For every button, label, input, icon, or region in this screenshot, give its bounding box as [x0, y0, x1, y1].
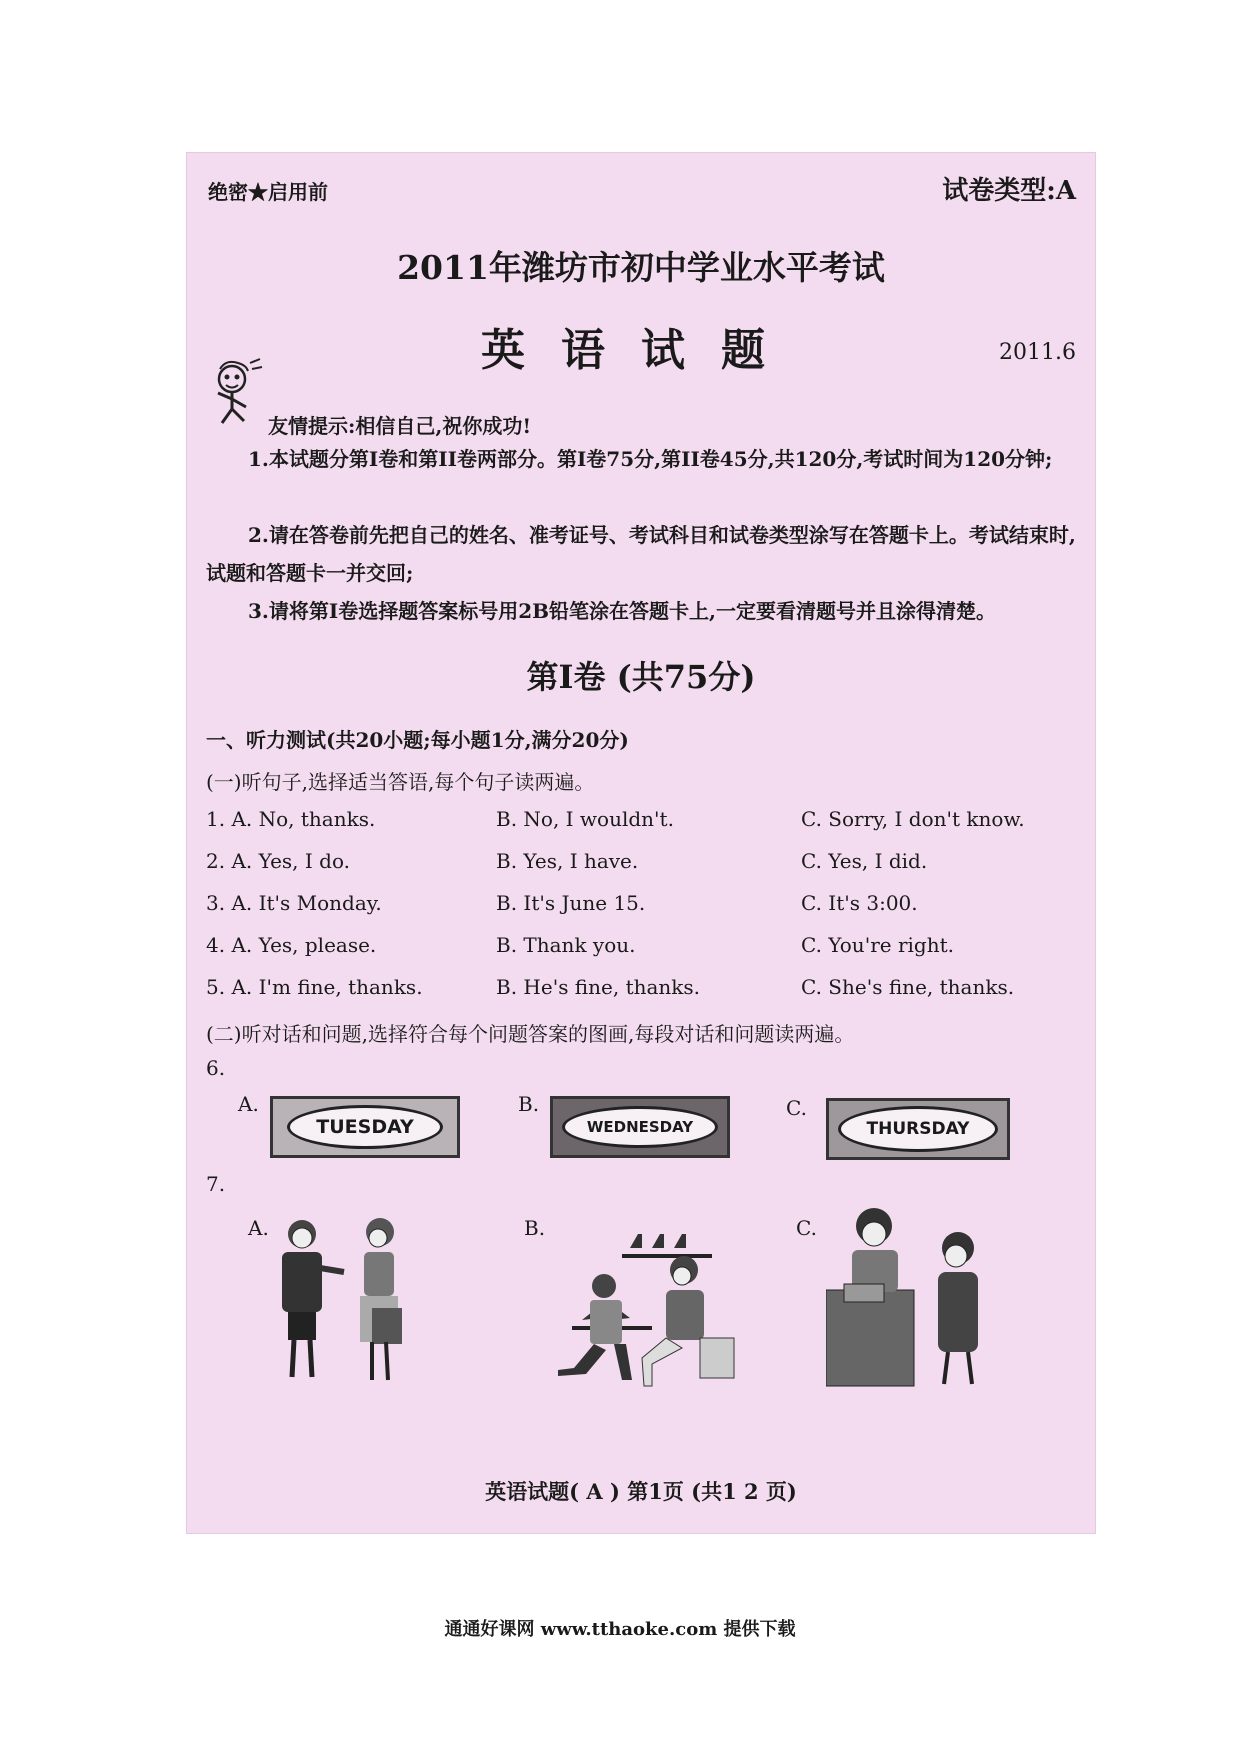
q6-label-b: B.	[518, 1092, 540, 1116]
mascot-icon	[206, 357, 266, 427]
q3-option-b: B. It's June 15.	[496, 891, 646, 915]
q6-label-c: C.	[786, 1096, 807, 1120]
q5-option-a: 5. A. I'm fine, thanks.	[206, 975, 423, 999]
day-label-wednesday: WEDNESDAY	[562, 1106, 718, 1148]
q6-option-a-sign	[270, 1096, 460, 1158]
q4-option-b: B. Thank you.	[496, 933, 636, 957]
q7-label-b: B.	[524, 1216, 546, 1240]
q2-option-a: 2. A. Yes, I do.	[206, 849, 350, 873]
q6-option-c-sign	[826, 1098, 1010, 1160]
subject-title: 英语试题	[481, 325, 801, 376]
q6-number: 6.	[206, 1056, 226, 1080]
q4-option-c: C. You're right.	[801, 933, 954, 957]
q5-option-c: C. She's fine, thanks.	[801, 975, 1015, 999]
paper-type-label: 试卷类型:A	[942, 176, 1076, 206]
exam-title: 2011年潍坊市初中学业水平考试	[397, 248, 885, 287]
q7-number: 7.	[206, 1172, 226, 1196]
q1-option-c: C. Sorry, I don't know.	[801, 807, 1025, 831]
q6-option-b-sign	[550, 1096, 730, 1158]
q2-option-b: B. Yes, I have.	[496, 849, 639, 873]
tips-heading: 友情提示:相信自己,祝你成功!	[268, 414, 532, 438]
q3-option-c: C. It's 3:00.	[801, 891, 918, 915]
exam-date: 2011.6	[999, 340, 1076, 365]
day-label-tuesday: TUESDAY	[287, 1105, 443, 1149]
tip-item-3: 3.请将第I卷选择题答案标号用2B铅笔涂在答题卡上,一定要看清题号并且涂得清楚。	[248, 599, 997, 623]
subsection-heading-2: (二)听对话和问题,选择符合每个问题答案的图画,每段对话和问题读两遍。	[206, 1022, 855, 1046]
q6-label-a: A.	[238, 1092, 259, 1116]
q1-option-a: 1. A. No, thanks.	[206, 807, 376, 831]
tip-item-1: 1.本试题分第I卷和第II卷两部分。第I卷75分,第II卷45分,共120分,考试时间为120分钟;	[248, 447, 1053, 471]
q4-option-a: 4. A. Yes, please.	[206, 933, 377, 957]
q7-label-a: A.	[248, 1216, 269, 1240]
q3-option-a: 3. A. It's Monday.	[206, 891, 382, 915]
q7-option-b-picture	[552, 1208, 742, 1398]
download-credit: 通通好课网 www.tthaoke.com 提供下载	[444, 1619, 796, 1640]
confidential-label: 绝密★启用前	[208, 180, 328, 204]
q7-label-c: C.	[796, 1216, 817, 1240]
part-heading: 一、听力测试(共20小题;每小题1分,满分20分)	[206, 728, 629, 752]
day-label-thursday: THURSDAY	[838, 1106, 998, 1152]
q7-option-c-picture	[826, 1204, 1006, 1394]
q1-option-b: B. No, I wouldn't.	[496, 807, 674, 831]
section-title: 第I卷 (共75分)	[526, 658, 756, 696]
q2-option-c: C. Yes, I did.	[801, 849, 928, 873]
q7-option-a-picture	[268, 1212, 428, 1392]
page-footer: 英语试题( A ) 第1页 (共1 2 页)	[485, 1479, 797, 1504]
q5-option-b: B. He's fine, thanks.	[496, 975, 701, 999]
subsection-heading-1: (一)听句子,选择适当答语,每个句子读两遍。	[206, 770, 595, 794]
tip-item-2: 2.请在答卷前先把自己的姓名、准考证号、考试科目和试卷类型涂写在答题卡上。考试结束时,试题和答题卡一并交回;	[206, 523, 1076, 585]
exam-page	[186, 152, 1096, 1534]
